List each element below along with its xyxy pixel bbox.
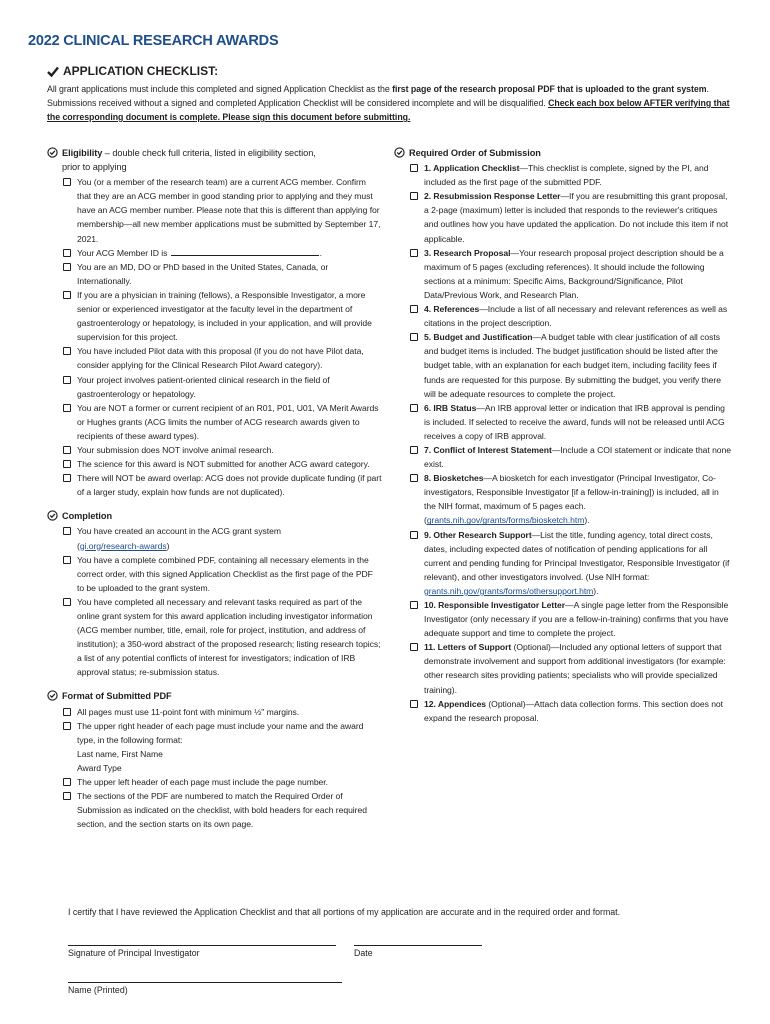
eligibility-item-text: Your project involves patient-oriented clinical research in the field of gastroenterology or hepatology. xyxy=(77,374,330,399)
checklist-item xyxy=(63,457,382,471)
checkbox[interactable] xyxy=(410,249,418,257)
checklist-item-text xyxy=(77,471,382,499)
checklist-item-text xyxy=(77,595,382,680)
checkbox[interactable] xyxy=(410,404,418,412)
required-item-text: —This checklist is complete, signed by the PI, and included as the first page of the submitted PDF. xyxy=(424,163,709,188)
checklist-item-text xyxy=(424,302,732,330)
research-awards-link[interactable]: gi.org/research-awards xyxy=(79,540,167,551)
completion-item-text: You have completed all necessary and relevant tasks required as part of the online grant system for this award application including investigator information (ACG member number, title, email, role for project, institution, and address of institution); a 350-word abstract of the proposed research; listing research topics; a list of any potential conflicts of interest for investigators; indication of IRB approval status; re-submission status. xyxy=(77,596,381,678)
format-item-text: All pages must use 11-point font with minimum ½" margins. xyxy=(77,706,300,717)
required-item-title: 5. Budget and Justification xyxy=(424,332,533,343)
checklist-item xyxy=(63,789,382,831)
checkbox[interactable] xyxy=(410,164,418,172)
checkbox[interactable] xyxy=(63,556,71,564)
checkbox[interactable] xyxy=(410,700,418,708)
checkbox[interactable] xyxy=(410,333,418,341)
checklist-item xyxy=(63,553,382,595)
member-id-label: Your ACG Member ID is xyxy=(77,247,170,258)
left-column xyxy=(47,146,382,831)
format-example-line: Award Type xyxy=(77,762,122,773)
checklist-item-text xyxy=(424,246,732,302)
checklist-item-text xyxy=(424,528,732,598)
printed-name-label: Name (Printed) xyxy=(68,985,128,995)
checkbox[interactable] xyxy=(410,192,418,200)
checklist-item xyxy=(410,528,732,598)
checklist-item xyxy=(63,471,382,499)
required-item-text: (Optional)—Attach data collection forms. This section does not expand the research proposal. xyxy=(424,698,723,723)
required-item-text: —Include a COI statement or indicate that none exist. xyxy=(424,444,731,470)
checklist-heading xyxy=(47,64,218,78)
eligibility-item-text: You have included Pilot data with this proposal (if you do not have Pilot data, consider applying for the Clinical Research Pilot Award category). xyxy=(77,346,364,371)
completion-item-1-text: You have created an account in the ACG grant system xyxy=(77,526,281,537)
checklist-item-text xyxy=(424,640,732,696)
checklist-item xyxy=(63,719,382,775)
format-heading xyxy=(47,689,382,703)
format-list xyxy=(47,705,382,832)
eligibility-item-text: If you are a physician in training (fellows), a Responsible Investigator, a more senior or experienced investigator at the faculty level in the department of gastroenterology or hepatology, is included in your application, and will provide supervision for this project. xyxy=(77,289,372,343)
checklist-item xyxy=(410,640,732,696)
checkbox[interactable] xyxy=(410,474,418,482)
format-item-text: The sections of the PDF are numbered to match the Required Order of Submission as indicated on the checklist, with bold headers for each required section, and the section starts on its own page. xyxy=(77,791,367,830)
circle-check-icon xyxy=(394,147,405,158)
checklist-item-text xyxy=(77,443,274,457)
checklist-item-text xyxy=(77,553,382,595)
checklist-item-text xyxy=(77,288,382,344)
checklist-item-text xyxy=(77,457,370,471)
eligibility-item-text: You are NOT a former or current recipient of an R01, P01, U01, VA Merit Awards or Hughes grants (ACG limits the number of ACG research awards given to recipients of these award types). xyxy=(77,402,379,441)
checkbox[interactable] xyxy=(63,778,71,786)
checklist-item-text xyxy=(77,260,382,288)
checkbox[interactable] xyxy=(63,792,71,800)
checkbox[interactable] xyxy=(63,708,71,716)
checklist-item-text xyxy=(424,161,732,189)
format-title: Format of Submitted PDF xyxy=(62,691,172,702)
certification-statement: I certify that I have reviewed the Application Checklist and that all portions of my application are accurate and in the required order and format. xyxy=(68,907,621,917)
required-item-title: 10. Responsible Investigator Letter xyxy=(424,600,566,610)
required-order-list xyxy=(394,161,732,725)
nih-form-link[interactable]: grants.nih.gov/grants/forms/biosketch.htm xyxy=(426,515,585,526)
checklist-item-text xyxy=(424,330,732,400)
checklist-item xyxy=(410,697,732,725)
checkbox[interactable] xyxy=(63,347,71,355)
checklist-item-text xyxy=(77,344,382,372)
checkbox[interactable] xyxy=(63,376,71,384)
required-item-title: 6. IRB Status xyxy=(424,402,477,413)
required-item-text: —A single page letter from the Responsible Investigator (only necessary if you are a fellow-in-training) confirms that you have adequate support and time to complete the project. xyxy=(424,600,729,639)
required-item-text: —Include a list of all necessary and relevant references as well as citations in the project description. xyxy=(424,304,728,329)
checkbox[interactable] xyxy=(63,446,71,454)
checkbox[interactable] xyxy=(63,178,71,186)
checklist-item-text xyxy=(77,719,382,775)
checkbox[interactable] xyxy=(63,263,71,271)
checklist-item xyxy=(63,246,382,260)
checklist-item-text xyxy=(424,471,732,527)
required-item-title: 4. References xyxy=(424,304,480,315)
intro-bold: first page of the research proposal PDF that is uploaded to the grant system xyxy=(392,84,707,94)
required-item-text: —A budget table with clear justification of all costs and budget items is included. The budget justification should be listed after the budget table, with an explanation for each budget item, including facility fees if funds are requested for this purpose. By submitting the budget, you verify there will be adequate resources to complete the project. xyxy=(424,332,721,399)
checkbox[interactable] xyxy=(63,404,71,412)
checklist-item-text xyxy=(77,789,382,831)
required-item-title: 8. Biosketches xyxy=(424,473,484,484)
checkbox[interactable] xyxy=(410,305,418,313)
checklist-item xyxy=(410,401,732,443)
format-item-text: The upper left header of each page must include the page number. xyxy=(77,777,328,788)
checklist-item-text xyxy=(424,697,732,725)
intro-text-1: All grant applications must include this completed and signed Application Checklist as the xyxy=(47,84,393,94)
eligibility-title: Eligibility xyxy=(62,148,103,158)
completion-list xyxy=(47,524,382,679)
checklist-item xyxy=(410,330,732,400)
member-id-end: . xyxy=(319,247,323,258)
required-item-title: 1. Application Checklist xyxy=(424,163,520,174)
required-order-title: Required Order of Submission xyxy=(409,148,541,158)
checklist-item xyxy=(63,344,382,372)
checklist-item-text xyxy=(77,705,299,719)
eligibility-item-text: The science for this award is NOT submitted for another ACG award category. xyxy=(77,459,370,470)
checklist-item xyxy=(410,246,732,302)
required-item-text: (Optional)—Included any optional letters of support that demonstrate involvement and support from additional investigators (for example: other research sites providing patients; specialists who will provide specialized training). xyxy=(424,642,726,695)
printed-name-line[interactable] xyxy=(68,982,342,983)
checklist-item-text: You have created an account in the ACG grant system (gi.org/research-awards) xyxy=(77,526,281,551)
eligibility-subtitle: – double check full criteria, listed in eligibility section, xyxy=(102,148,316,158)
required-item-text: —List the title, funding agency, total direct costs, dates, including expected dates of notification of pending applications for all current and pending funding for Principal Investigator, Responsible Investigator (if relevant), and other investigators involved. (Use NIH format: xyxy=(424,529,730,582)
intro-paragraph xyxy=(47,82,731,124)
right-column xyxy=(394,146,732,725)
eligibility-item-text: You (or a member of the research team) are a current ACG member. Confirm that they are an ACG member in good standing prior to applying and they must have an ACG member number. Please note that this is different than applying for membership—all new member applications must be submitted by September 17, 2021. xyxy=(77,177,381,244)
checklist-item xyxy=(63,401,382,443)
required-item-title: 2. Resubmission Response Letter xyxy=(424,191,561,202)
checkbox[interactable] xyxy=(410,446,418,454)
checklist-item xyxy=(63,705,382,719)
required-item-text: —Your research proposal project description should be a maximum of 5 pages (excluding references). It should include the following sections at a minimum: Specific Aims, Background/Significance, Pilot Data/Previous Work, and Research Plan. xyxy=(424,247,724,300)
completion-heading xyxy=(47,509,382,523)
eligibility-item-text: Your submission does NOT involve animal research. xyxy=(77,444,274,455)
checklist-item xyxy=(410,598,732,640)
checkbox[interactable] xyxy=(63,598,71,606)
eligibility-item-text: There will NOT be award overlap: ACG does not provide duplicate funding (if part of a larger study, explain how funds are not duplicated). xyxy=(77,473,382,498)
required-item-text-end: ). xyxy=(593,585,599,596)
checklist-item xyxy=(410,302,732,330)
checklist-item-text xyxy=(424,189,732,245)
eligibility-item-text: You are an MD, DO or PhD based in the United States, Canada, or Internationally. xyxy=(77,261,329,286)
checklist-item xyxy=(63,524,382,552)
checklist-item xyxy=(63,260,382,288)
format-example-line: Last name, First Name xyxy=(77,748,163,759)
checkmark-icon xyxy=(47,66,59,77)
checklist-item-text xyxy=(77,175,382,245)
format-item-text: The upper right header of each page must include your name and the award type, in the following format: xyxy=(77,720,364,745)
intro-instruction: Check each box below AFTER verifying that the corresponding document is complete. Please sign this document before submitting. xyxy=(47,98,730,122)
checklist-item xyxy=(63,595,382,680)
required-item-text: —If you are resubmitting this grant proposal, a 2-page (maximum) letter is included that responds to the reviewer's critiques and outlines how you have updated the application. Do not include this item if not applicable. xyxy=(424,191,729,244)
page-title: 2022 CLINICAL RESEARCH AWARDS xyxy=(28,33,279,49)
checklist-item-text xyxy=(77,373,382,401)
signature-label: Signature of Principal Investigator xyxy=(68,948,200,958)
checklist-item xyxy=(63,175,382,245)
checklist-item-text xyxy=(77,246,322,260)
checklist-item xyxy=(63,775,382,789)
circle-check-icon xyxy=(47,147,58,158)
intro-text-2: . Submissions received without a signed and completed Application Checklist will be considered incomplete and will be disqualified. xyxy=(47,84,709,108)
checklist-item xyxy=(63,373,382,401)
checklist-item xyxy=(410,443,732,471)
nih-form-link[interactable]: grants.nih.gov/grants/forms/othersupport.htm xyxy=(424,585,594,596)
eligibility-subtitle-2: prior to applying xyxy=(62,162,127,173)
eligibility-list xyxy=(47,175,382,499)
circle-check-icon xyxy=(47,510,58,521)
checklist-item xyxy=(63,288,382,344)
required-item-text: —A biosketch for each investigator (Principal Investigator, Co-investigators, Responsible Investigator [if a fellow-in-training]) is included, all in the NIH format, maximum of 5 pages each. ( xyxy=(424,473,719,526)
checkbox[interactable] xyxy=(63,527,71,535)
required-item-text: —An IRB approval letter or indication that IRB approval is pending is included. If selected to receive the award, funds will not be released until ACG receives a copy of IRB approval. xyxy=(424,402,725,441)
checkbox[interactable] xyxy=(63,460,71,468)
checklist-item-text xyxy=(424,401,732,443)
required-item-title: 3. Research Proposal xyxy=(424,247,511,258)
checklist-item-text xyxy=(77,775,328,789)
checklist-item-text xyxy=(424,598,732,640)
checkbox[interactable] xyxy=(63,291,71,299)
checklist-item-text xyxy=(77,401,382,443)
checkbox[interactable] xyxy=(63,474,71,482)
required-item-text-end: ). xyxy=(584,515,590,526)
checklist-item xyxy=(410,189,732,245)
checklist-item-text xyxy=(424,443,732,471)
checkbox[interactable] xyxy=(410,643,418,651)
circle-check-icon xyxy=(47,690,58,701)
checkbox[interactable] xyxy=(63,722,71,730)
required-order-heading xyxy=(394,146,732,160)
required-item-title: 9. Other Research Support xyxy=(424,529,532,540)
checklist-item xyxy=(410,161,732,189)
date-line[interactable] xyxy=(354,945,482,946)
checklist-item xyxy=(63,443,382,457)
signature-line[interactable] xyxy=(68,945,336,946)
checklist-heading-text: APPLICATION CHECKLIST: xyxy=(63,64,219,78)
checkbox[interactable] xyxy=(63,249,71,257)
completion-title: Completion xyxy=(62,511,113,522)
checklist-item xyxy=(410,471,732,527)
required-item-title: 11. Letters of Support xyxy=(424,642,512,653)
required-item-title: 7. Conflict of Interest Statement xyxy=(424,444,552,455)
member-id-input[interactable] xyxy=(171,247,319,256)
required-item-title: 12. Appendices xyxy=(424,698,487,709)
date-label: Date xyxy=(354,948,373,958)
checkbox[interactable] xyxy=(410,601,418,609)
completion-item-text: You have a complete combined PDF, containing all necessary elements in the correct order, with this signed Application Checklist as the first page of the PDF to be uploaded to the grant system. xyxy=(77,554,373,593)
eligibility-heading xyxy=(47,146,382,174)
checkbox[interactable] xyxy=(410,531,418,539)
